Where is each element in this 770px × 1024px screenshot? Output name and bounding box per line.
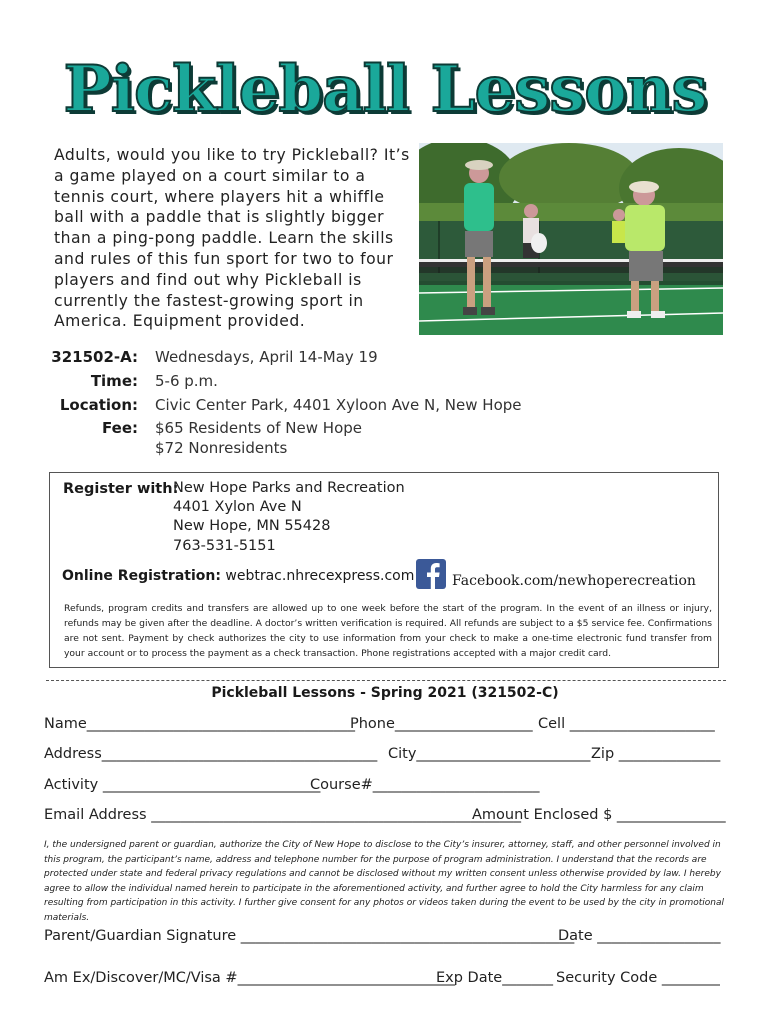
time-label: Time: xyxy=(90,372,138,390)
activity-field[interactable]: Activity ______________________________ xyxy=(44,777,321,793)
online-registration xyxy=(62,568,414,584)
cell-field[interactable]: Cell ____________________ xyxy=(538,716,715,732)
online-label: Online Registration: xyxy=(62,568,221,584)
zip-field[interactable]: Zip ______________ xyxy=(591,746,721,762)
city-field[interactable]: City________________________ xyxy=(388,746,591,762)
card-number-field[interactable]: Am Ex/Discover/MC/Visa #______________________________ xyxy=(44,970,456,986)
register-org: New Hope Parks and Recreation xyxy=(173,480,405,496)
pickleball-photo xyxy=(419,143,723,335)
cut-line-divider xyxy=(46,680,726,681)
exp-date-field[interactable]: Exp Date_______ xyxy=(436,970,553,986)
registration-box xyxy=(49,472,719,668)
signature-field[interactable]: Parent/Guardian Signature ______________________________________________ xyxy=(44,928,575,944)
register-city: New Hope, MN 55428 xyxy=(173,518,331,534)
address-field[interactable]: Address______________________________________ xyxy=(44,746,378,762)
code-value: Wednesdays, April 14-May 19 xyxy=(155,348,378,366)
fee-label: Fee: xyxy=(102,419,138,437)
location-label: Location: xyxy=(59,396,138,414)
register-street: 4401 Xylon Ave N xyxy=(173,499,302,515)
time-value: 5-6 p.m. xyxy=(155,372,218,390)
date-field[interactable]: Date _________________ xyxy=(558,928,721,944)
form-title: Pickleball Lessons - Spring 2021 (321502-C) xyxy=(211,685,559,701)
online-url[interactable]: webtrac.nhrecexpress.com xyxy=(225,568,415,584)
course-field[interactable]: Course#_______________________ xyxy=(310,777,540,793)
register-label: Register with: xyxy=(63,481,179,497)
page-title: Pickleball Lessons xyxy=(63,52,707,127)
register-phone: 763-531-5151 xyxy=(173,538,276,554)
phone-field[interactable]: Phone___________________ xyxy=(350,716,533,732)
email-field[interactable]: Email Address ___________________________________________________ xyxy=(44,807,521,823)
facebook-icon[interactable] xyxy=(416,559,446,589)
security-code-field[interactable]: Security Code ________ xyxy=(556,970,720,986)
facebook-link[interactable]: Facebook.com/newhoperecreation xyxy=(452,573,696,589)
fee-resident: $65 Residents of New Hope xyxy=(155,419,362,437)
location-value: Civic Center Park, 4401 Xyloon Ave N, New Hope xyxy=(155,396,522,414)
code-label: 321502-A: xyxy=(51,348,138,366)
consent-text: I, the undersigned parent or guardian, authorize the City of New Hope to disclose to the City’s insurer, attorney, staff, and other personnel involved in this program, the participant’s name, address and telephone number for the purpose of program administration. I understand that the records are protected under state and federal privacy regulations and cannot be disclosed without my written consent unless otherwise provided by law. I hereby agree to allow the individual named herein to participate in the aforementioned activity, and further agree to hold the City harmless for any claim resulting from participation in this activity. I further give consent for any photos or videos taken during the event to be used by the city in promotional materials. xyxy=(44,840,725,923)
fee-nonresident: $72 Nonresidents xyxy=(155,439,288,457)
amount-field[interactable]: Amount Enclosed $ _______________ xyxy=(472,807,726,823)
name-field[interactable]: Name_____________________________________ xyxy=(44,716,356,732)
intro-paragraph: Adults, would you like to try Pickleball? It’s a game played on a court similar to a tennis court, where players hit a whiffle ball with a paddle that is slightly bigger than a ping-pong paddle. Learn the skills and rules of this fun sport for two to four players and find out why Pickleball is currently the fastest-growing sport in America. Equipment provided. xyxy=(54,146,410,331)
refund-policy: Refunds, program credits and transfers are allowed up to one week before the start of the program. In the event of an illness or injury, refunds may be given after the deadline. A doctor’s written verification is required. All refunds are subject to a $5 service fee. Confirmations are not sent. Payment by check authorizes the city to use information from your check to make a one-time electronic fund transfer from your account or to process the payment as a check transaction. Phone registrations accepted with a major credit card. xyxy=(64,603,712,659)
